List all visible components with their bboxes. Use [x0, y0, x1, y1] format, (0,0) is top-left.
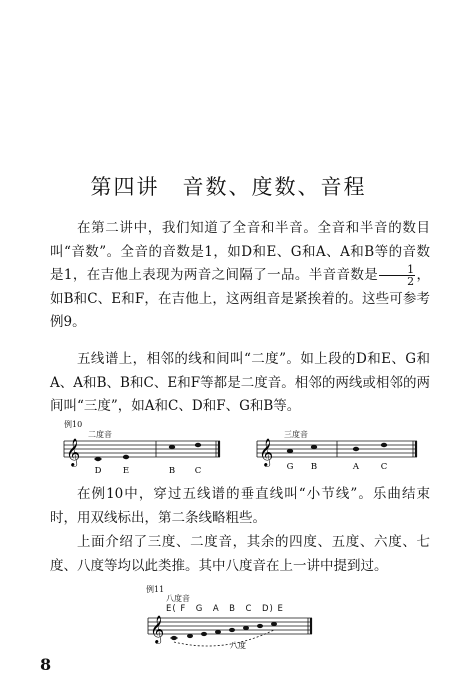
note-label: C [194, 466, 202, 476]
example-10-right-caption: 三度音 [284, 430, 308, 439]
example-10-left-caption: 二度音 [88, 430, 112, 439]
example-11-label: 例11 [146, 585, 165, 594]
example-10-label: 例10 [64, 420, 83, 429]
paragraph-1 [50, 217, 430, 335]
note-label: B [310, 462, 318, 472]
treble-clef-icon: 𝄞 [66, 438, 81, 466]
page-number: 8 [40, 655, 52, 674]
paragraph-1-text-a: 在第二讲中，我们知道了全音和半音。全音和半音的数目叫“音数”。全音的音数是1，如D和E、G和A、A和B等的音数是1，在吉他上表现为两音之间隔了一品。半音音数是 [50, 220, 430, 283]
example-10 [52, 419, 432, 479]
fraction-half [379, 264, 415, 287]
note-label: E [122, 466, 130, 476]
treble-clef-icon: 𝄞 [150, 615, 165, 643]
example-11-staff [140, 584, 320, 654]
paragraph-4-text: 上面介绍了三度、二度音，其余的四度、五度、六度、七度、八度等均以此类推。其中八度音在上一讲中提到过。 [50, 534, 430, 574]
page-title: 第四讲 音数、度数、音程 [90, 175, 367, 199]
paragraph-3 [50, 483, 430, 530]
paragraph-3-text: 在例10中，穿过五线谱的垂直线叫“小节线”。乐曲结束时，用双线标出，第二条线略粗些。 [50, 486, 430, 526]
note-label: A [352, 462, 360, 472]
paragraph-4 [50, 531, 430, 578]
paragraph-2 [50, 348, 430, 419]
example-11-notes: E( F G A B C D) E [166, 604, 284, 614]
paragraph-1-text-b: ，如B和C、E和F，在吉他上，这两组音是紧挨着的。这些可参考例9。 [50, 267, 431, 330]
example-11 [140, 584, 320, 654]
note-label: G [286, 462, 294, 472]
fraction-numerator: 1 [379, 264, 415, 276]
octave-bracket-label: 八度 [230, 641, 246, 650]
paragraph-2-text: 五线谱上，相邻的线和间叫“二度”。如上段的D和E、G和A、A和B、B和C、E和F等都是二度音。相邻的两线或相邻的两间叫“三度”，如A和C、D和F、G和B等。 [50, 351, 430, 414]
example-11-caption: 八度音 [166, 594, 190, 603]
fraction-denominator: 2 [407, 275, 415, 288]
note-label: C [380, 462, 388, 472]
example-10-staff [52, 419, 432, 479]
note-label: D [94, 466, 102, 476]
note-label: B [168, 466, 176, 476]
treble-clef-icon: 𝄞 [259, 438, 274, 466]
